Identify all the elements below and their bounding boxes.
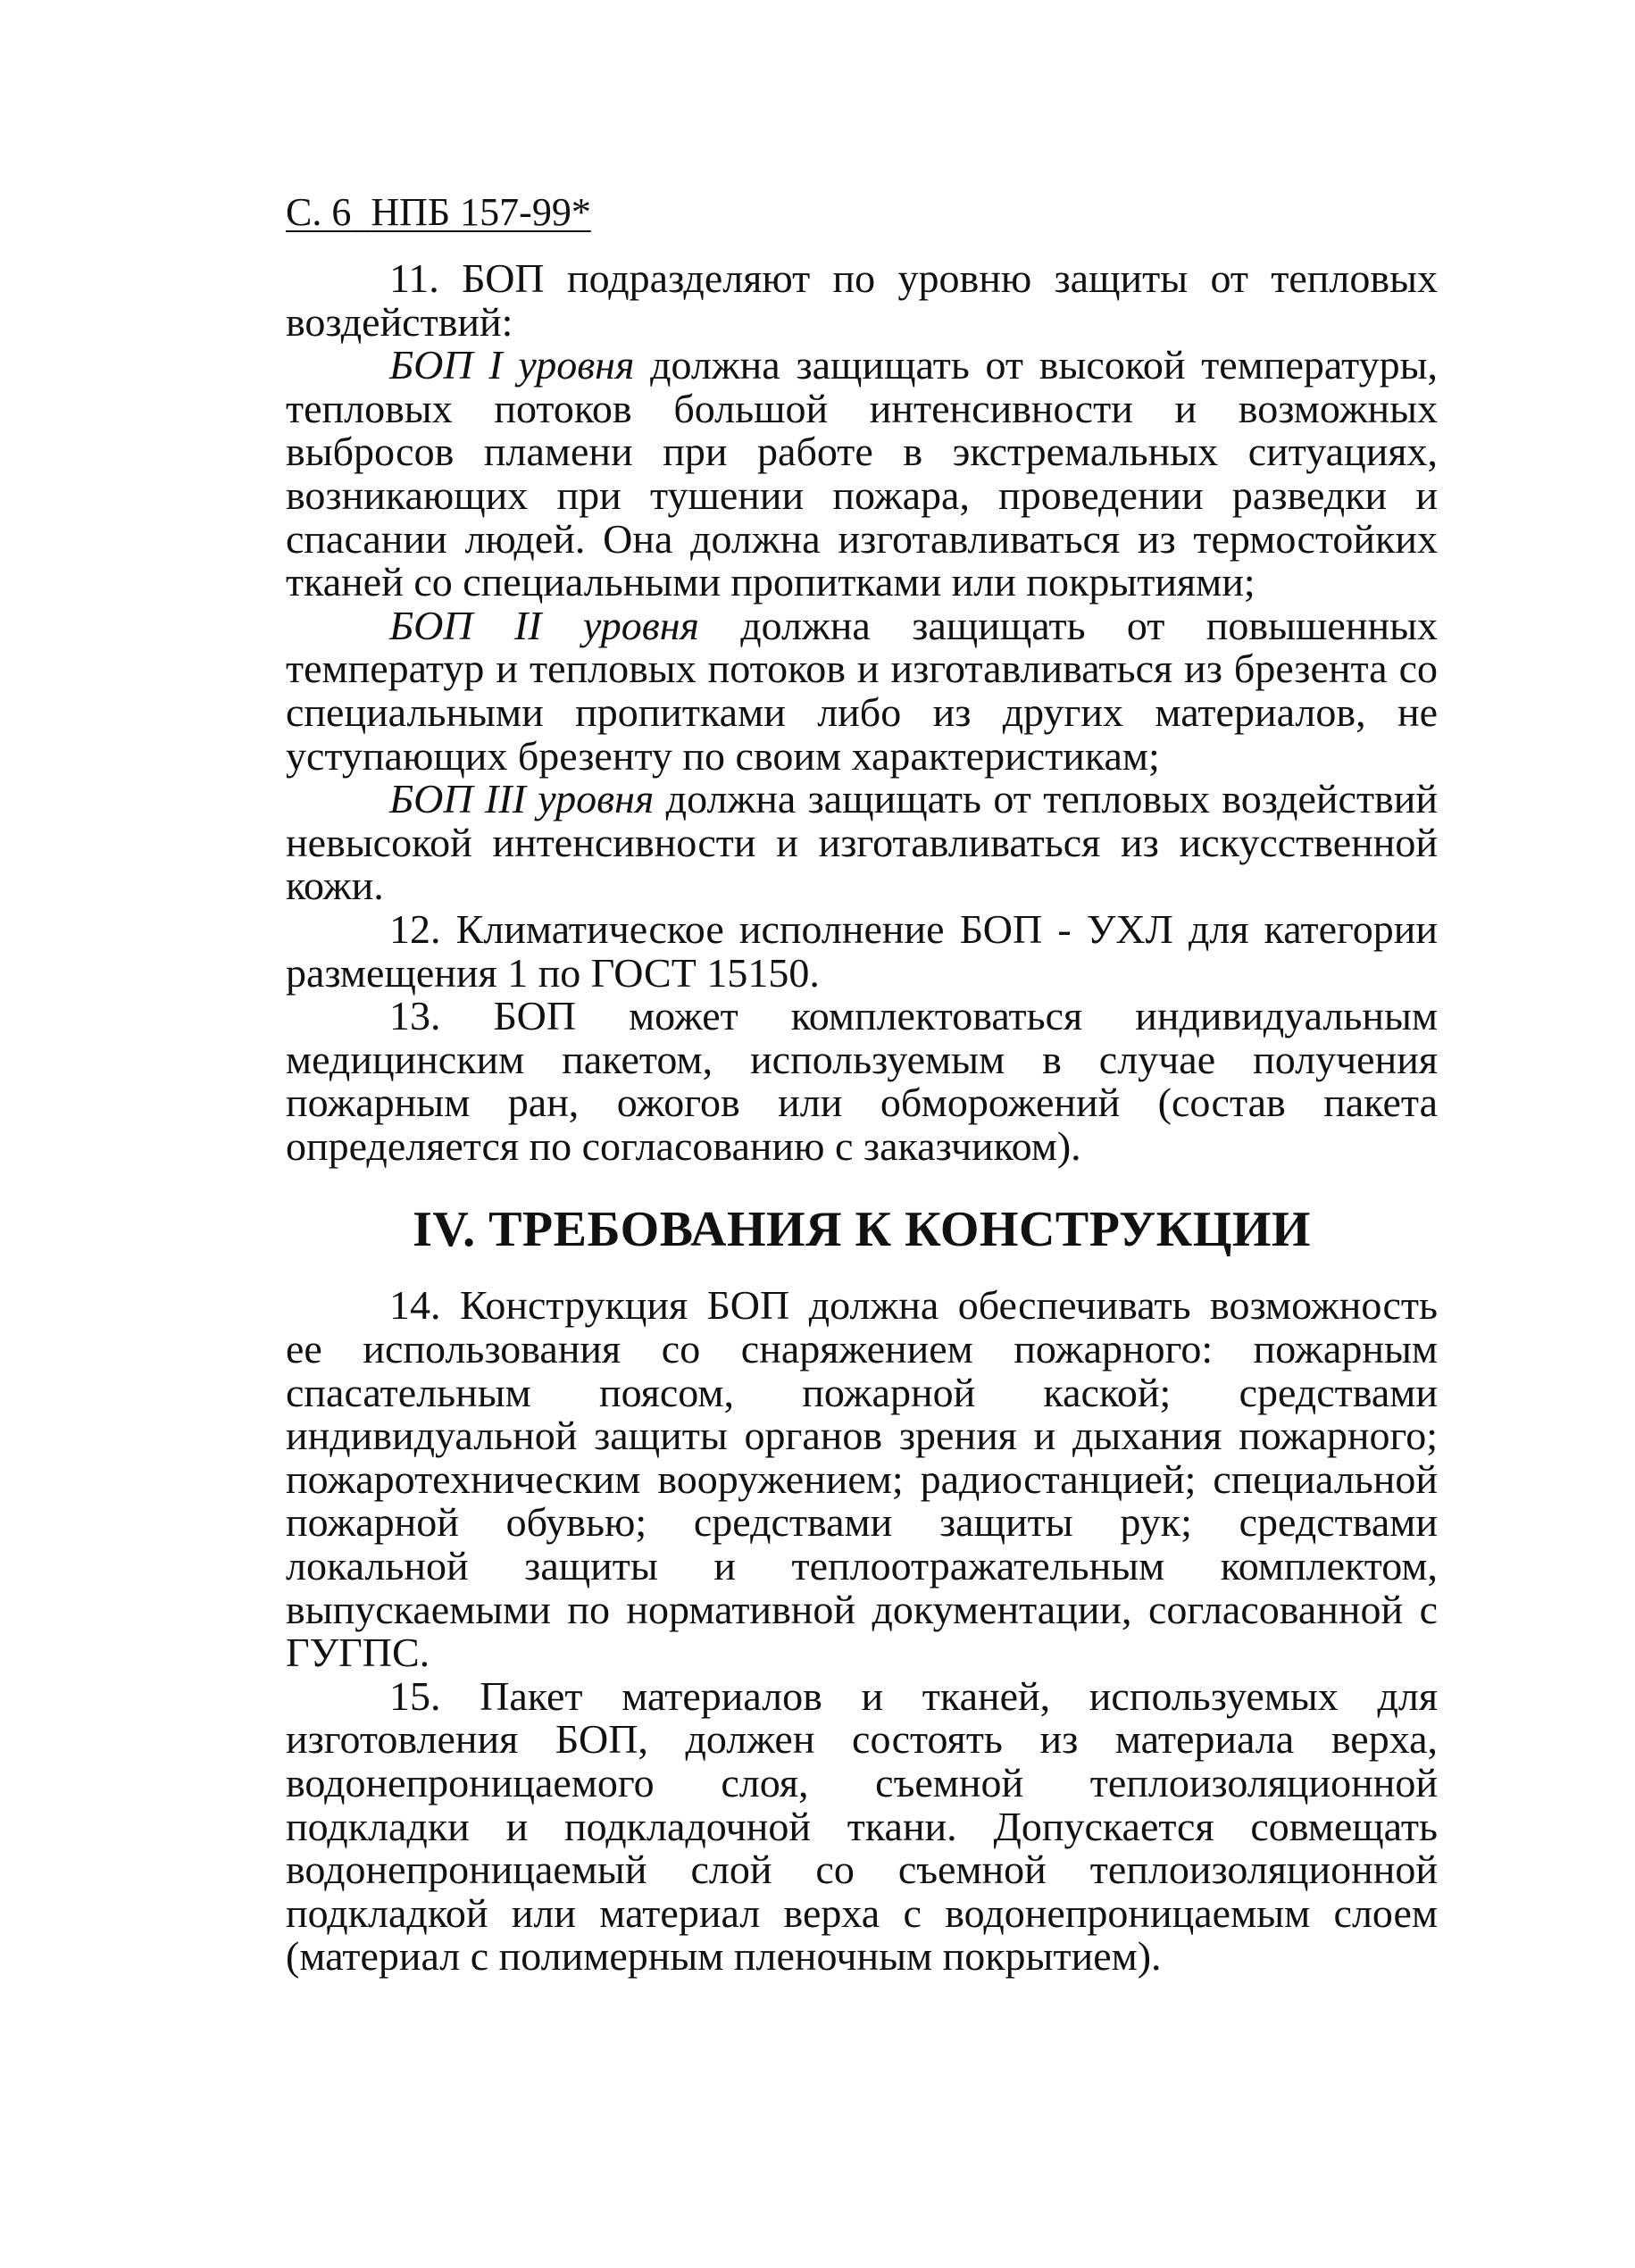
section-heading-construction: IV. ТРЕБОВАНИЯ К КОНСТРУКЦИИ [413, 1202, 1311, 1258]
paragraph-11-level-1 [286, 344, 1438, 605]
document-body [286, 257, 1438, 1979]
paragraph-11-level-2 [286, 602, 1438, 779]
paragraph-12: 12. Климатическое исполнение БОП - УХЛ для категории размещения 1 по ГОСТ 15150. [286, 905, 1438, 996]
paragraph-11: 11. БОП подразделяют по уровню защиты от тепловых воздействий: [286, 255, 1438, 345]
document-page [286, 188, 1438, 1979]
level-1-text: должна защищать от высокой температуры, тепловых потоков большой интенсивности и возможных выбросов пламени при работе в экстремальных ситуациях, возникающих при тушении пожара, проведении разведки и спасании людей. Она должна изготавливаться из термостойких тканей со специальными пропитками или покрытиями; [286, 342, 1438, 605]
level-2-lead: БОП II уровня [389, 602, 699, 648]
document-code: НПБ 157-99* [371, 190, 591, 234]
paragraph-11-level-3 [286, 778, 1438, 908]
page-number: С. 6 [286, 190, 352, 234]
paragraph-13: 13. БОП может комплектоваться индивидуальным медицинским пакетом, используемым в случае получения пожарным ран, ожогов или обморожений (состав пакета определяется по согласованию с заказчиком). [286, 993, 1438, 1169]
level-1-lead: БОП I уровня [389, 342, 635, 388]
paragraph-14: 14. Конструкция БОП должна обеспечивать возможность ее использования со снаряжением пожарного: пожарным спасательным поясом, пожарной каской; средствами индивидуальной защиты органов зрения и дыхания пожарного; пожаротехническим вооружением; радиостанцией; специальной пожарной обувью; средствами защиты рук; средствами локальной защиты и теплоотражательным комплектом, выпускаемыми по нормативной документации, согласованной с ГУГПС. [286, 1282, 1438, 1676]
page-header [286, 188, 1438, 238]
level-3-lead: БОП III уровня [389, 776, 655, 822]
paragraph-15: 15. Пакет материалов и тканей, используемых для изготовления БОП, должен состоять из материала верха, водонепроницаемого слоя, съемной теплоизоляционной подкладки и подкладочной ткани. Допускается совмещать водонепроницаемый слой со съемной теплоизоляционной подкладкой или материал верха с водонепроницаемым слоем (материал с полимерным пленочным покрытием). [286, 1672, 1438, 1980]
level-3-text: должна защищать от тепловых воздействий невысокой интенсивности и изготавливаться из искусственной кожи. [286, 776, 1438, 909]
level-2-text: должна защищать от повышенных температур и тепловых потоков и изготавливаться из брезента со специальными пропитками либо из других материалов, не уступающих брезенту по своим характеристикам; [286, 602, 1438, 779]
